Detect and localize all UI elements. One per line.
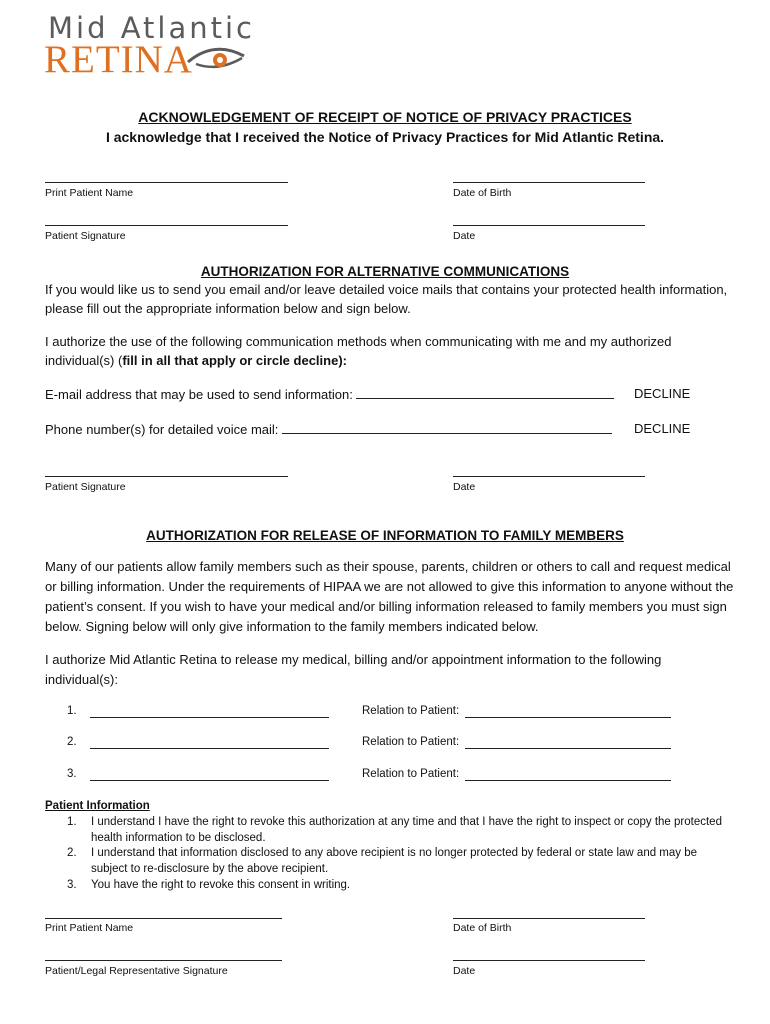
relation-field[interactable] — [465, 717, 671, 718]
email-decline[interactable]: DECLINE — [634, 386, 691, 401]
patient-info-title: Patient Information — [45, 800, 150, 812]
final-signature-line[interactable] — [45, 960, 282, 961]
final-date-label: Date — [453, 965, 476, 977]
individual-name-field[interactable] — [90, 748, 329, 749]
ack-title: ACKNOWLEDGEMENT OF RECEIPT OF NOTICE OF PRIVACY PRACTICES — [138, 109, 632, 125]
alt-signature-label: Patient Signature — [45, 481, 126, 493]
row-number: 3. — [67, 768, 77, 780]
print-name-line[interactable] — [45, 182, 288, 183]
relation-label: Relation to Patient: — [362, 768, 460, 780]
final-dob-label: Date of Birth — [453, 922, 512, 934]
dob-line[interactable] — [453, 182, 645, 183]
phone-decline[interactable]: DECLINE — [634, 421, 691, 436]
release-para2: I authorize Mid Atlantic Retina to release my medical, billing and/or appointment information to the following individual(s): — [45, 652, 662, 687]
authorize-bold: fill in all that apply or circle decline): — [122, 352, 347, 368]
phone-row — [45, 421, 612, 437]
relation-label: Relation to Patient: — [362, 736, 460, 748]
signature-label: Patient Signature — [45, 230, 126, 242]
alt-date-line[interactable] — [453, 476, 645, 477]
ack-statement: I acknowledge that I received the Notice of Privacy Practices for Mid Atlantic Retina. — [105, 129, 665, 145]
final-print-name-label: Print Patient Name — [45, 922, 134, 934]
release-para1: Many of our patients allow family members such as their spouse, parents, children or others to call and request medical or billing information. Under the requirements of HIPAA we are not allowed to give this information to anyone without the patient’s consent. If you wish to have your medical and/or billing information released to family members you must sign below. Signing below will only give information to the family members indicated below. — [45, 559, 734, 634]
email-field[interactable] — [356, 386, 614, 399]
dob-label: Date of Birth — [453, 187, 512, 199]
email-label: E-mail address that may be used to send information: — [45, 387, 353, 402]
final-print-name-line[interactable] — [45, 918, 282, 919]
signature-line[interactable] — [45, 225, 288, 226]
email-row — [45, 386, 614, 402]
release-title: AUTHORIZATION FOR RELEASE OF INFORMATION TO FAMILY MEMBERS — [146, 528, 624, 543]
relation-label: Relation to Patient: — [362, 705, 460, 717]
alt-comm-title: AUTHORIZATION FOR ALTERNATIVE COMMUNICATIONS — [200, 264, 570, 279]
phone-label: Phone number(s) for detailed voice mail: — [45, 422, 279, 437]
patient-info-num: 1. — [67, 816, 77, 828]
date-line[interactable] — [453, 225, 645, 226]
final-signature-label: Patient/Legal Representative Signature — [45, 965, 228, 977]
alt-date-label: Date — [453, 481, 476, 493]
logo-text-mid-atlantic: Mid Atlantic — [48, 11, 255, 45]
patient-info-num: 2. — [67, 847, 77, 859]
row-number: 1. — [67, 705, 77, 717]
alt-signature-line[interactable] — [45, 476, 288, 477]
authorize-text: I authorize the use of the following communication methods when communicating with me and my authorized individual(s) ( — [45, 334, 672, 368]
patient-info-text: I understand I have the right to revoke this authorization at any time and that I have the right to inspect or copy the protected health information to be disclosed. — [91, 816, 722, 844]
date-label: Date — [453, 230, 476, 242]
eye-logo-icon — [186, 44, 246, 74]
final-date-line[interactable] — [453, 960, 645, 961]
phone-field[interactable] — [282, 421, 612, 434]
relation-field[interactable] — [465, 748, 671, 749]
patient-info-text: You have the right to revoke this consent in writing. — [91, 879, 351, 891]
logo-text-retina: RETINA — [44, 38, 193, 81]
individual-name-field[interactable] — [90, 717, 329, 718]
print-name-label: Print Patient Name — [45, 187, 134, 199]
patient-info-text: I understand that information disclosed to any above recipient is no longer protected by federal or state law and may be subject to re-disclosure by the above recipient. — [91, 847, 698, 875]
individual-name-field[interactable] — [90, 780, 329, 781]
relation-field[interactable] — [465, 780, 671, 781]
final-dob-line[interactable] — [453, 918, 645, 919]
patient-info-num: 3. — [67, 879, 77, 891]
row-number: 2. — [67, 736, 77, 748]
alt-comm-authorize — [45, 333, 735, 370]
alt-comm-intro: If you would like us to send you email and/or leave detailed voice mails that contains your protected health information, please fill out the appropriate information below and sign below. — [45, 282, 728, 316]
